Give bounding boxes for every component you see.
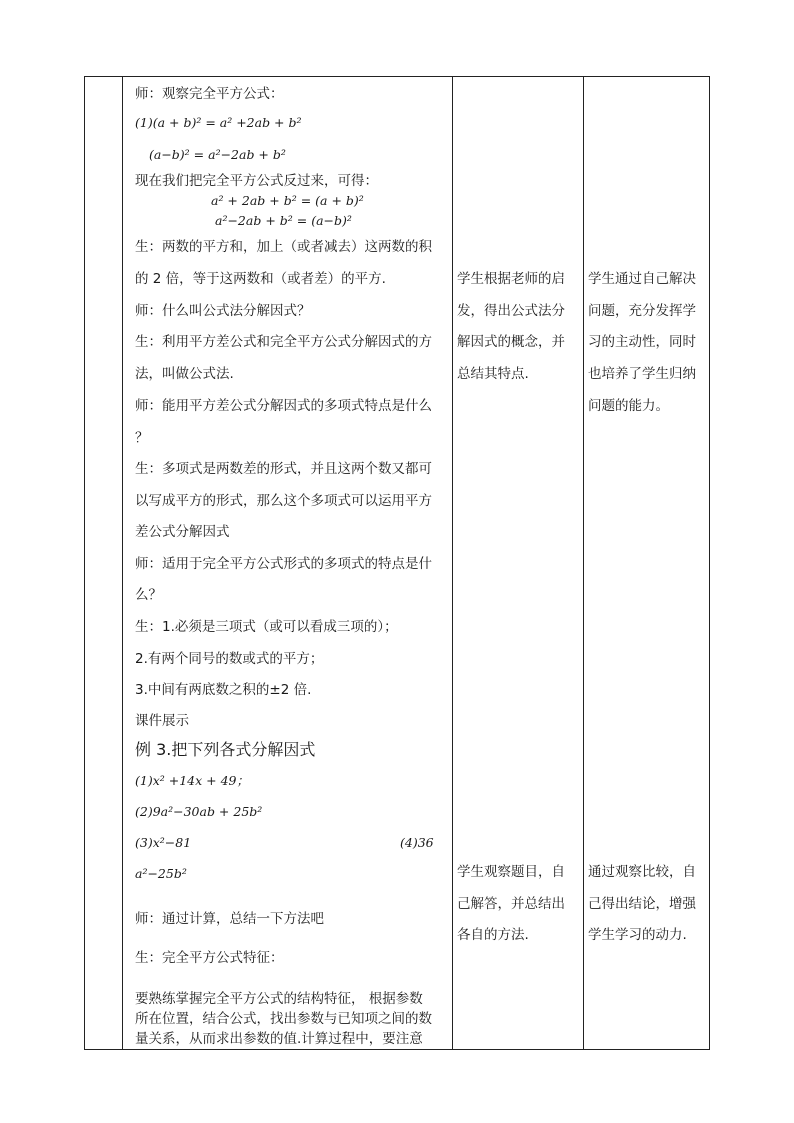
text-line: 2.有两个同号的数或式的平方；	[135, 651, 324, 667]
text-line: 生：1.必须是三项式（或可以看成三项的）；	[135, 619, 398, 635]
design-intent-line: 问题，充分发挥学	[588, 303, 696, 319]
student-activity-line: 己解答，并总结出	[457, 896, 565, 912]
column-divider	[452, 77, 453, 1049]
design-intent-line: 己得出结论，增强	[588, 896, 696, 912]
text-line: 师：什么叫公式法分解因式？	[135, 303, 311, 319]
formula-line: a² + 2ab + b² = (a + b)²	[211, 193, 364, 208]
design-intent-line: 通过观察比较，自	[588, 864, 696, 880]
design-intent-line: 习的主动性，同时	[588, 334, 696, 350]
formula-line: (2)9a²−30ab + 25b²	[135, 804, 263, 819]
text-line: ？	[135, 430, 149, 446]
student-activity-line: 学生根据老师的启	[457, 271, 565, 287]
text-line: 师：能用平方差公式分解因式的多项式特点是什么	[135, 398, 432, 414]
student-activity-line: 解因式的概念，并	[457, 334, 565, 350]
text-line: 法，叫做公式法.	[135, 366, 234, 382]
text-line: 量关系，从而求出参数的值.计算过程中，要注意	[135, 1031, 423, 1047]
text-line: 差公式分解因式	[135, 524, 230, 540]
text-line: 以写成平方的形式，那么这个多项式可以运用平方	[135, 493, 432, 509]
formula-line: (3)x²−81	[135, 835, 192, 850]
design-intent-line: 也培养了学生归纳	[588, 366, 696, 382]
formula-line: (a−b)² = a²−2ab + b²	[149, 147, 286, 162]
text-line: 师：通过计算，总结一下方法吧	[135, 911, 324, 927]
text-line: 3.中间有两底数之积的±2 倍.	[135, 682, 312, 698]
design-intent-line: 学生通过自己解决	[588, 271, 696, 287]
text-line: 生：完全平方公式特征：	[135, 950, 284, 966]
design-intent-line: 学生学习的动力.	[588, 927, 687, 943]
text-line: 课件展示	[135, 713, 189, 729]
student-activity-line: 发，得出公式法分	[457, 303, 565, 319]
formula-line: (1)(a + b)² = a² +2ab + b²	[135, 115, 302, 130]
text-line: 么？	[135, 587, 162, 603]
design-intent-line: 问题的能力。	[588, 398, 669, 414]
student-activity-line: 总结其特点.	[457, 366, 529, 382]
student-activity-line: 各自的方法.	[457, 927, 529, 943]
text-line: 要熟练掌握完全平方公式的结构特征， 根据参数	[135, 991, 423, 1007]
text-line: 师：适用于完全平方公式形式的多项式的特点是什	[135, 556, 432, 572]
text-line: 师：观察完全平方公式：	[135, 86, 284, 102]
column-divider	[122, 77, 123, 1049]
formula-line: a²−2ab + b² = (a−b)²	[215, 213, 352, 228]
text-line: 现在我们把完全平方公式反过来，可得：	[135, 173, 378, 189]
text-line: 生：利用平方差公式和完全平方公式分解因式的方	[135, 334, 432, 350]
text-line: 生：多项式是两数差的形式，并且这两个数又都可	[135, 461, 432, 477]
formula-line: (4)36	[400, 835, 434, 850]
formula-line: a²−25b²	[135, 866, 187, 881]
formula-line: (1)x² +14x + 49；	[135, 773, 249, 788]
column-divider	[583, 77, 584, 1049]
text-line: 生：两数的平方和，加上（或者减去）这两数的积	[135, 239, 432, 255]
student-activity-line: 学生观察题目，自	[457, 864, 565, 880]
example-heading: 例 3.把下列各式分解因式	[135, 740, 316, 759]
text-line: 的 2 倍，等于这两数和（或者差）的平方.	[135, 271, 386, 287]
text-line: 所在位置，结合公式，找出参数与已知项之间的数	[135, 1011, 432, 1027]
